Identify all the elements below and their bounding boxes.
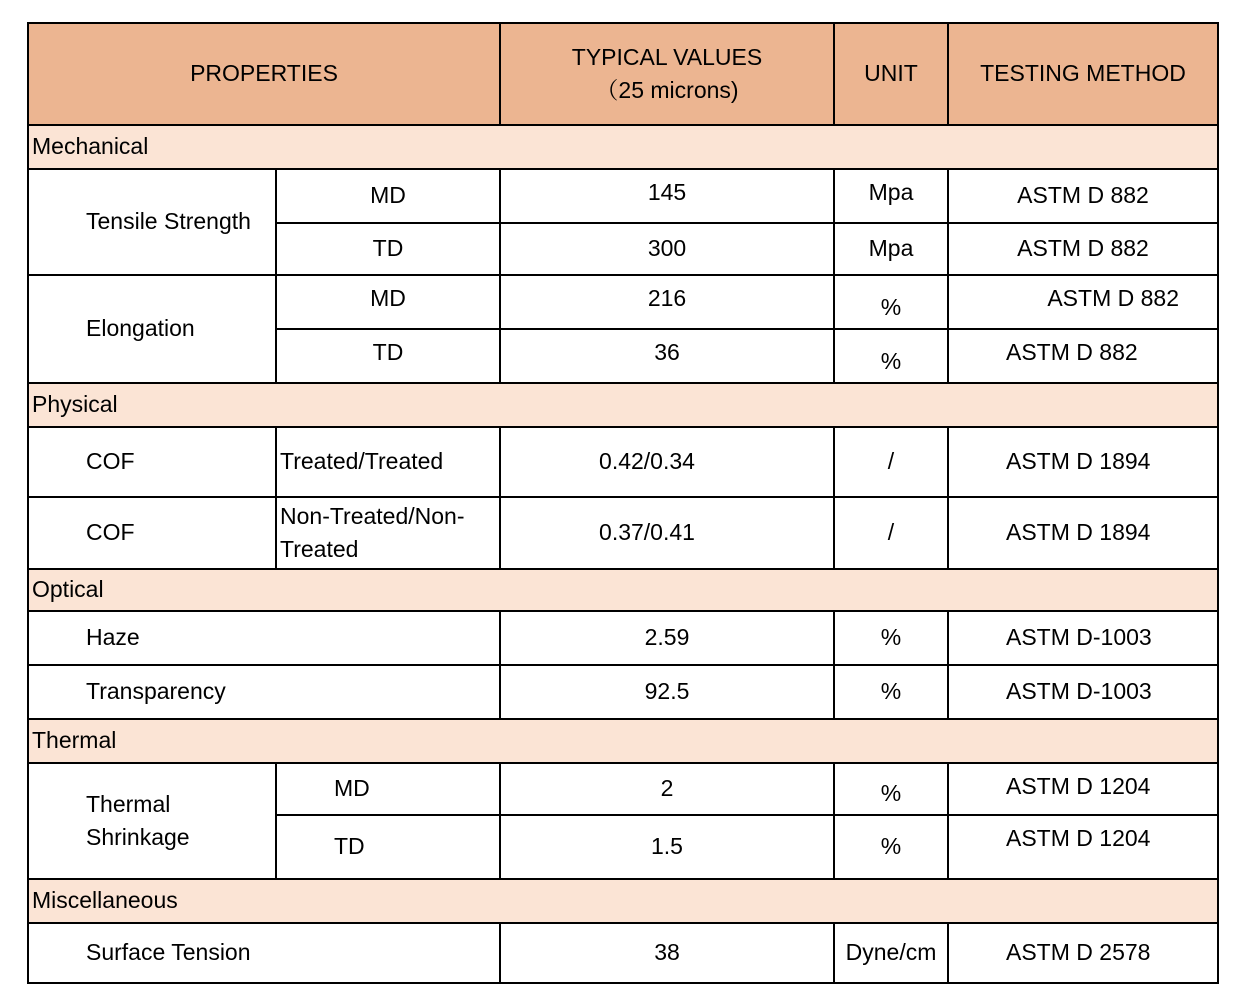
method-cell: ASTM D 1204	[948, 763, 1218, 815]
direction-md: MD	[276, 763, 500, 815]
table-row	[28, 427, 1218, 497]
table-row	[28, 923, 1218, 983]
section-row-mechanical	[28, 125, 1218, 169]
header-typical-values-line2: （25 microns)	[595, 77, 739, 103]
section-row-optical	[28, 569, 1218, 611]
value-cell: 36	[500, 329, 834, 383]
table-row	[28, 665, 1218, 719]
value-cell: 2.59	[500, 611, 834, 665]
header-typical-values	[500, 23, 834, 125]
table-row	[28, 611, 1218, 665]
section-physical: Physical	[28, 383, 1218, 427]
property-thermal-shrinkage	[28, 763, 276, 879]
unit-cell: Mpa	[834, 223, 948, 275]
property-transparency: Transparency	[28, 665, 500, 719]
method-cell: ASTM D 882	[948, 329, 1218, 383]
table-row	[28, 275, 1218, 329]
property-thermal-line2: Shrinkage	[86, 824, 190, 850]
header-unit: UNIT	[834, 23, 948, 125]
direction-md: MD	[276, 169, 500, 223]
table-row	[28, 497, 1218, 569]
value-cell: 300	[500, 223, 834, 275]
unit-cell: %	[834, 329, 948, 383]
method-cell: ASTM D 2578	[948, 923, 1218, 983]
condition-cell: Treated/Treated	[276, 427, 500, 497]
method-cell: ASTM D 1894	[948, 427, 1218, 497]
header-typical-values-line1: TYPICAL VALUES	[571, 43, 763, 70]
header-row	[28, 23, 1218, 125]
value-cell: 145	[500, 169, 834, 223]
method-cell: ASTM D 882	[948, 223, 1218, 275]
property-tensile-strength: Tensile Strength	[28, 169, 276, 275]
value-cell: 92.5	[500, 665, 834, 719]
direction-td: TD	[276, 815, 500, 879]
unit-cell: Mpa	[834, 169, 948, 223]
unit-cell: %	[834, 763, 948, 815]
property-cof: COF	[28, 427, 276, 497]
condition-cell: Non-Treated/Non-Treated	[276, 497, 500, 569]
unit-cell: %	[834, 611, 948, 665]
method-cell: ASTM D 1894	[948, 497, 1218, 569]
value-cell: 2	[500, 763, 834, 815]
section-miscellaneous: Miscellaneous	[28, 879, 1218, 923]
direction-td: TD	[276, 329, 500, 383]
unit-cell: %	[834, 665, 948, 719]
method-cell: ASTM D 882	[948, 275, 1218, 329]
table-row	[28, 763, 1218, 815]
section-row-miscellaneous	[28, 879, 1218, 923]
method-cell: ASTM D-1003	[948, 611, 1218, 665]
property-elongation: Elongation	[28, 275, 276, 383]
direction-td: TD	[276, 223, 500, 275]
table-row	[28, 169, 1218, 223]
header-testing-method: TESTING METHOD	[948, 23, 1218, 125]
direction-md: MD	[276, 275, 500, 329]
unit-cell: /	[834, 427, 948, 497]
value-cell: 38	[500, 923, 834, 983]
section-thermal: Thermal	[28, 719, 1218, 763]
property-surface-tension: Surface Tension	[28, 923, 500, 983]
section-optical: Optical	[28, 569, 1218, 611]
method-cell: ASTM D-1003	[948, 665, 1218, 719]
section-row-physical	[28, 383, 1218, 427]
value-cell: 216	[500, 275, 834, 329]
unit-cell: %	[834, 275, 948, 329]
unit-cell: /	[834, 497, 948, 569]
header-properties: PROPERTIES	[28, 23, 500, 125]
property-thermal-line1: Thermal	[86, 790, 171, 817]
section-row-thermal	[28, 719, 1218, 763]
properties-table	[27, 22, 1219, 984]
value-cell: 0.42/0.34	[500, 427, 834, 497]
value-cell: 0.37/0.41	[500, 497, 834, 569]
property-cof: COF	[28, 497, 276, 569]
unit-cell: Dyne/cm	[834, 923, 948, 983]
property-haze: Haze	[28, 611, 500, 665]
section-mechanical: Mechanical	[28, 125, 1218, 169]
method-cell: ASTM D 882	[948, 169, 1218, 223]
unit-cell: %	[834, 815, 948, 879]
value-cell: 1.5	[500, 815, 834, 879]
method-cell: ASTM D 1204	[948, 815, 1218, 879]
